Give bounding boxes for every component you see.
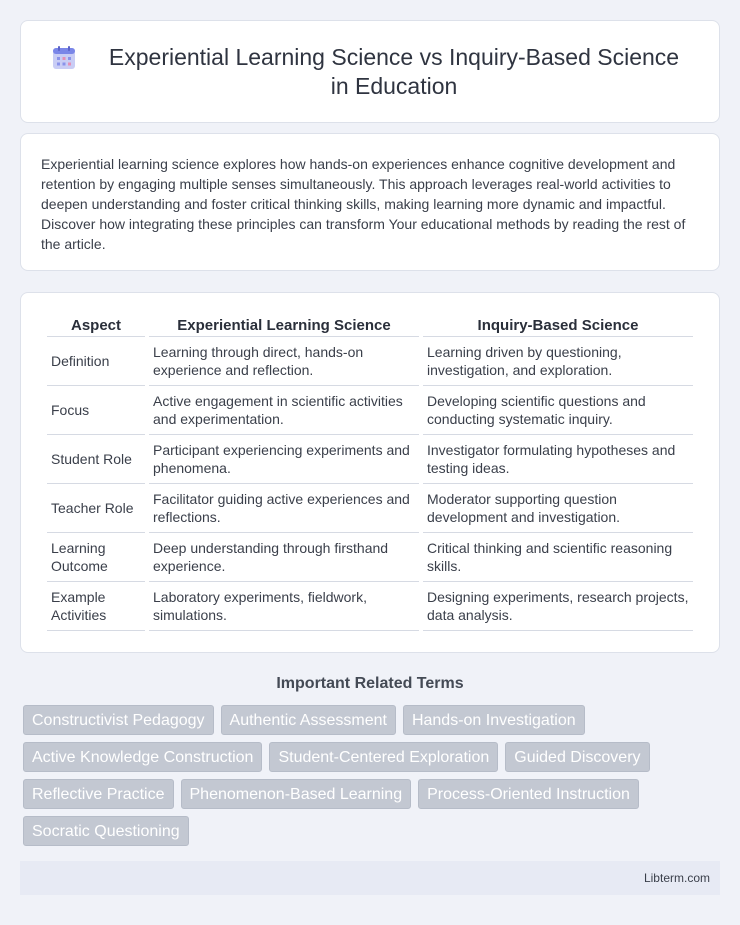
page-title: Experiential Learning Science vs Inquiry-Based Science in Education — [108, 43, 680, 99]
row-aspect: Learning Outcome — [47, 533, 145, 582]
row-experiential: Facilitator guiding active experiences and reflections. — [149, 484, 419, 533]
row-experiential: Participant experiencing experiments and phenomena. — [149, 435, 419, 484]
header-inquiry: Inquiry-Based Science — [423, 313, 693, 337]
tag-active-knowledge-construction[interactable]: Active Knowledge Construction — [23, 742, 262, 772]
tag-authentic-assessment[interactable]: Authentic Assessment — [221, 705, 396, 735]
table-row — [47, 533, 693, 582]
footer-site-link[interactable]: Libterm.com — [643, 871, 710, 885]
table-row — [47, 582, 693, 631]
row-inquiry: Moderator supporting question development and investigation. — [423, 484, 693, 533]
tag-phenomenon-based-learning[interactable]: Phenomenon-Based Learning — [181, 779, 412, 809]
tag-student-centered-exploration[interactable]: Student-Centered Exploration — [269, 742, 498, 772]
row-inquiry: Developing scientific questions and conducting systematic inquiry. — [423, 386, 693, 435]
tag-hands-on-investigation[interactable]: Hands-on Investigation — [403, 705, 585, 735]
intro-text: Experiential learning science explores how hands-on experiences enhance cognitive development and retention by engaging multiple senses simultaneously. This approach leverages real-world activities to deepen understanding and foster critical thinking skills, making learning more dynamic and impactful. Discover how integrating these principles can transform Your educational methods by reading the rest of the article. — [41, 156, 686, 252]
header-aspect: Aspect — [47, 313, 145, 337]
row-aspect: Definition — [47, 337, 145, 386]
tag-constructivist-pedagogy[interactable]: Constructivist Pedagogy — [23, 705, 214, 735]
tag-reflective-practice[interactable]: Reflective Practice — [23, 779, 174, 809]
table-row — [47, 337, 693, 386]
row-inquiry: Critical thinking and scientific reasoning skills. — [423, 533, 693, 582]
comparison-table-card — [20, 292, 720, 653]
row-experiential: Learning through direct, hands-on experience and reflection. — [149, 337, 419, 386]
table-header-row — [47, 313, 693, 337]
row-aspect: Focus — [47, 386, 145, 435]
row-experiential: Deep understanding through firsthand experience. — [149, 533, 419, 582]
related-terms-section — [20, 675, 720, 853]
table-row — [47, 386, 693, 435]
related-terms-tags — [20, 705, 720, 853]
title-card — [20, 20, 720, 123]
row-aspect: Student Role — [47, 435, 145, 484]
footer — [20, 861, 720, 895]
tag-guided-discovery[interactable]: Guided Discovery — [505, 742, 649, 772]
tag-socratic-questioning[interactable]: Socratic Questioning — [23, 816, 189, 846]
comparison-table — [43, 313, 697, 631]
row-aspect: Example Activities — [47, 582, 145, 631]
row-inquiry: Designing experiments, research projects, data analysis. — [423, 582, 693, 631]
row-inquiry: Learning driven by questioning, investigation, and exploration. — [423, 337, 693, 386]
row-aspect: Teacher Role — [47, 484, 145, 533]
table-row — [47, 435, 693, 484]
row-inquiry: Investigator formulating hypotheses and testing ideas. — [423, 435, 693, 484]
row-experiential: Active engagement in scientific activities and experimentation. — [149, 386, 419, 435]
row-experiential: Laboratory experiments, fieldwork, simulations. — [149, 582, 419, 631]
tag-process-oriented-instruction[interactable]: Process-Oriented Instruction — [418, 779, 639, 809]
related-terms-title: Important Related Terms — [276, 675, 464, 692]
intro-card — [20, 133, 720, 271]
table-row — [47, 484, 693, 533]
header-experiential: Experiential Learning Science — [149, 313, 419, 337]
title-wrap — [51, 43, 689, 101]
calendar-grid-icon — [51, 45, 77, 71]
